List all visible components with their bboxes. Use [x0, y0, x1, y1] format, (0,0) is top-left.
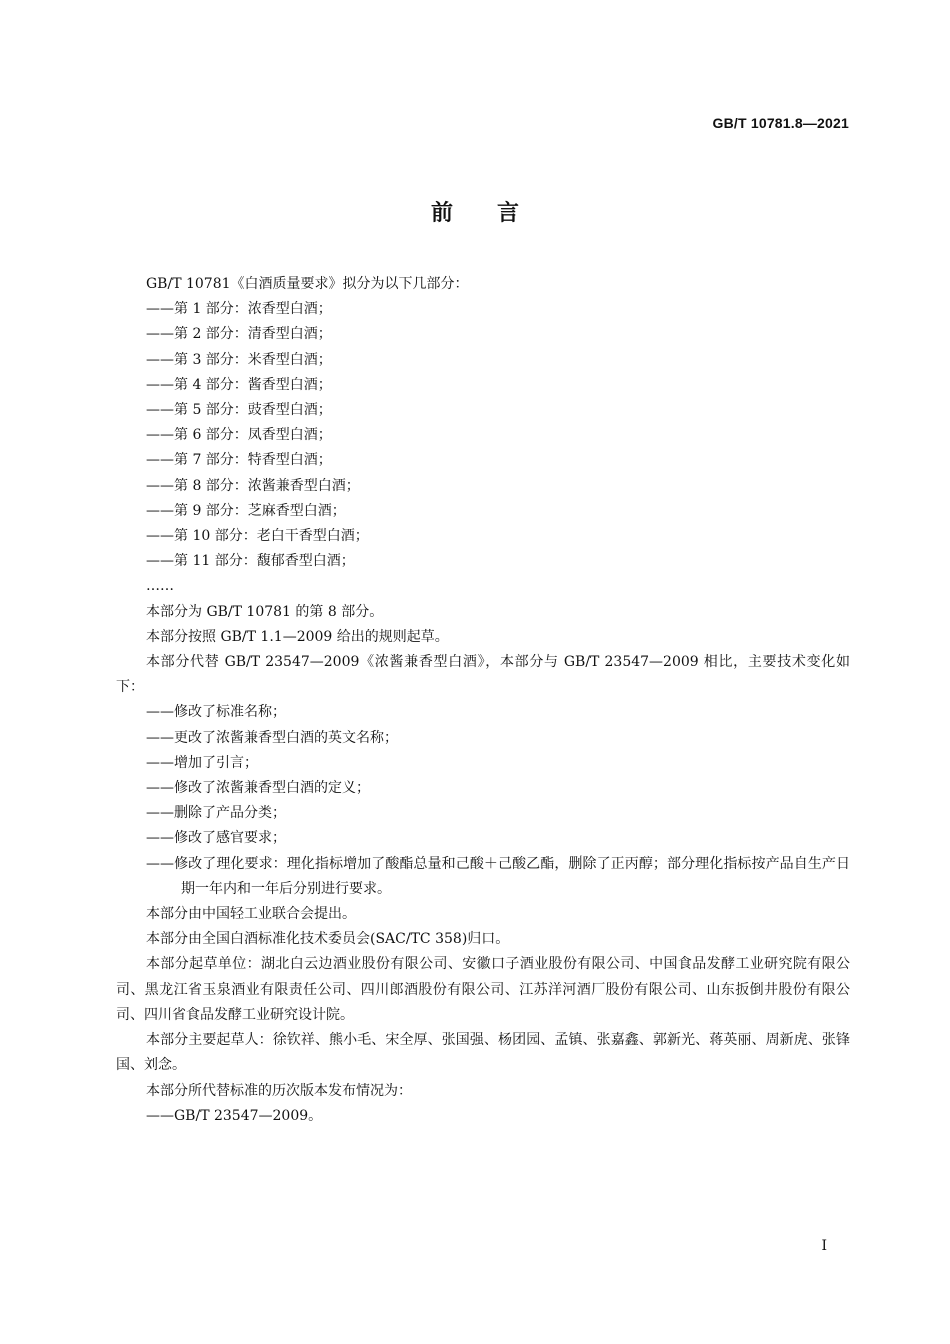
page-number: Ⅰ [821, 1238, 827, 1254]
parts-list-item: ——第 11 部分：馥郁香型白酒； [146, 553, 355, 570]
paragraph: 本部分所代替标准的历次版本发布情况为： [146, 1082, 412, 1099]
parts-list-item: ——第 1 部分：浓香型白酒； [146, 301, 332, 318]
document-body [116, 272, 850, 1129]
drafting-units-paragraph: 本部分起草单位：湖北白云边酒业股份有限公司、安徽口子酒业股份有限公司、中国食品发酵工业研究院有限公司、黑龙江省玉泉酒业有限责任公司、四川郎酒股份有限公司、江苏洋河酒厂股份有限公司、山东扳倒井股份有限公司、四川省食品发酵工业研究设计院。 [116, 956, 850, 1023]
paragraph: 本部分为 GB/T 10781 的第 8 部分。 [146, 603, 384, 620]
parts-list-item: ——第 3 部分：米香型白酒； [146, 351, 332, 368]
intro-paragraph: GB/T 10781《白酒质量要求》拟分为以下几部分： [146, 276, 469, 292]
changes-list-item: ——更改了浓酱兼香型白酒的英文名称； [146, 729, 398, 746]
parts-list-item: ——第 10 部分：老白干香型白酒； [146, 528, 369, 545]
parts-list-item: ——第 7 部分：特香型白酒； [146, 452, 332, 469]
parts-list-item: ——第 2 部分：清香型白酒； [146, 326, 332, 343]
drafters-paragraph: 本部分主要起草人：徐钦祥、熊小毛、宋全厚、张国强、杨团园、孟镇、张嘉鑫、郭新光、蒋英丽、周新虎、张锋国、刘念。 [116, 1032, 850, 1074]
changes-list-item: ——增加了引言； [146, 754, 258, 771]
parts-list-ellipsis: …… [146, 578, 174, 595]
page-title: 前言 [430, 201, 563, 226]
changes-list-item: ——删除了产品分类； [146, 805, 286, 822]
paragraph: 本部分代替 GB/T 23547—2009《浓酱兼香型白酒》，本部分与 GB/T 23547—2009 相比，主要技术变化如下： [116, 654, 850, 696]
changes-list-item: ——修改了感官要求； [146, 830, 286, 847]
history-list-item: ——GB/T 23547—2009。 [146, 1107, 323, 1124]
standard-code: GB/T 10781.8—2021 [712, 115, 849, 131]
changes-list-item: ——修改了标准名称； [146, 704, 286, 721]
parts-list-item: ——第 9 部分：芝麻香型白酒； [146, 502, 346, 519]
changes-list-item: ——修改了理化要求：理化指标增加了酸酯总量和己酸＋己酸乙酯，删除了正丙醇；部分理化指标按产品自生产日期一年内和一年后分别进行要求。 [146, 855, 850, 897]
parts-list-item: ——第 8 部分：浓酱兼香型白酒； [146, 477, 360, 494]
paragraph: 本部分由全国白酒标准化技术委员会(SAC/TC 358)归口。 [146, 931, 510, 948]
parts-list-item: ——第 5 部分：豉香型白酒； [146, 402, 332, 419]
paragraph: 本部分按照 GB/T 1.1—2009 给出的规则起草。 [146, 628, 449, 645]
parts-list-item: ——第 4 部分：酱香型白酒； [146, 376, 332, 393]
changes-list-item: ——修改了浓酱兼香型白酒的定义； [146, 780, 370, 797]
paragraph: 本部分由中国轻工业联合会提出。 [146, 906, 356, 923]
parts-list-item: ——第 6 部分：凤香型白酒； [146, 427, 332, 444]
